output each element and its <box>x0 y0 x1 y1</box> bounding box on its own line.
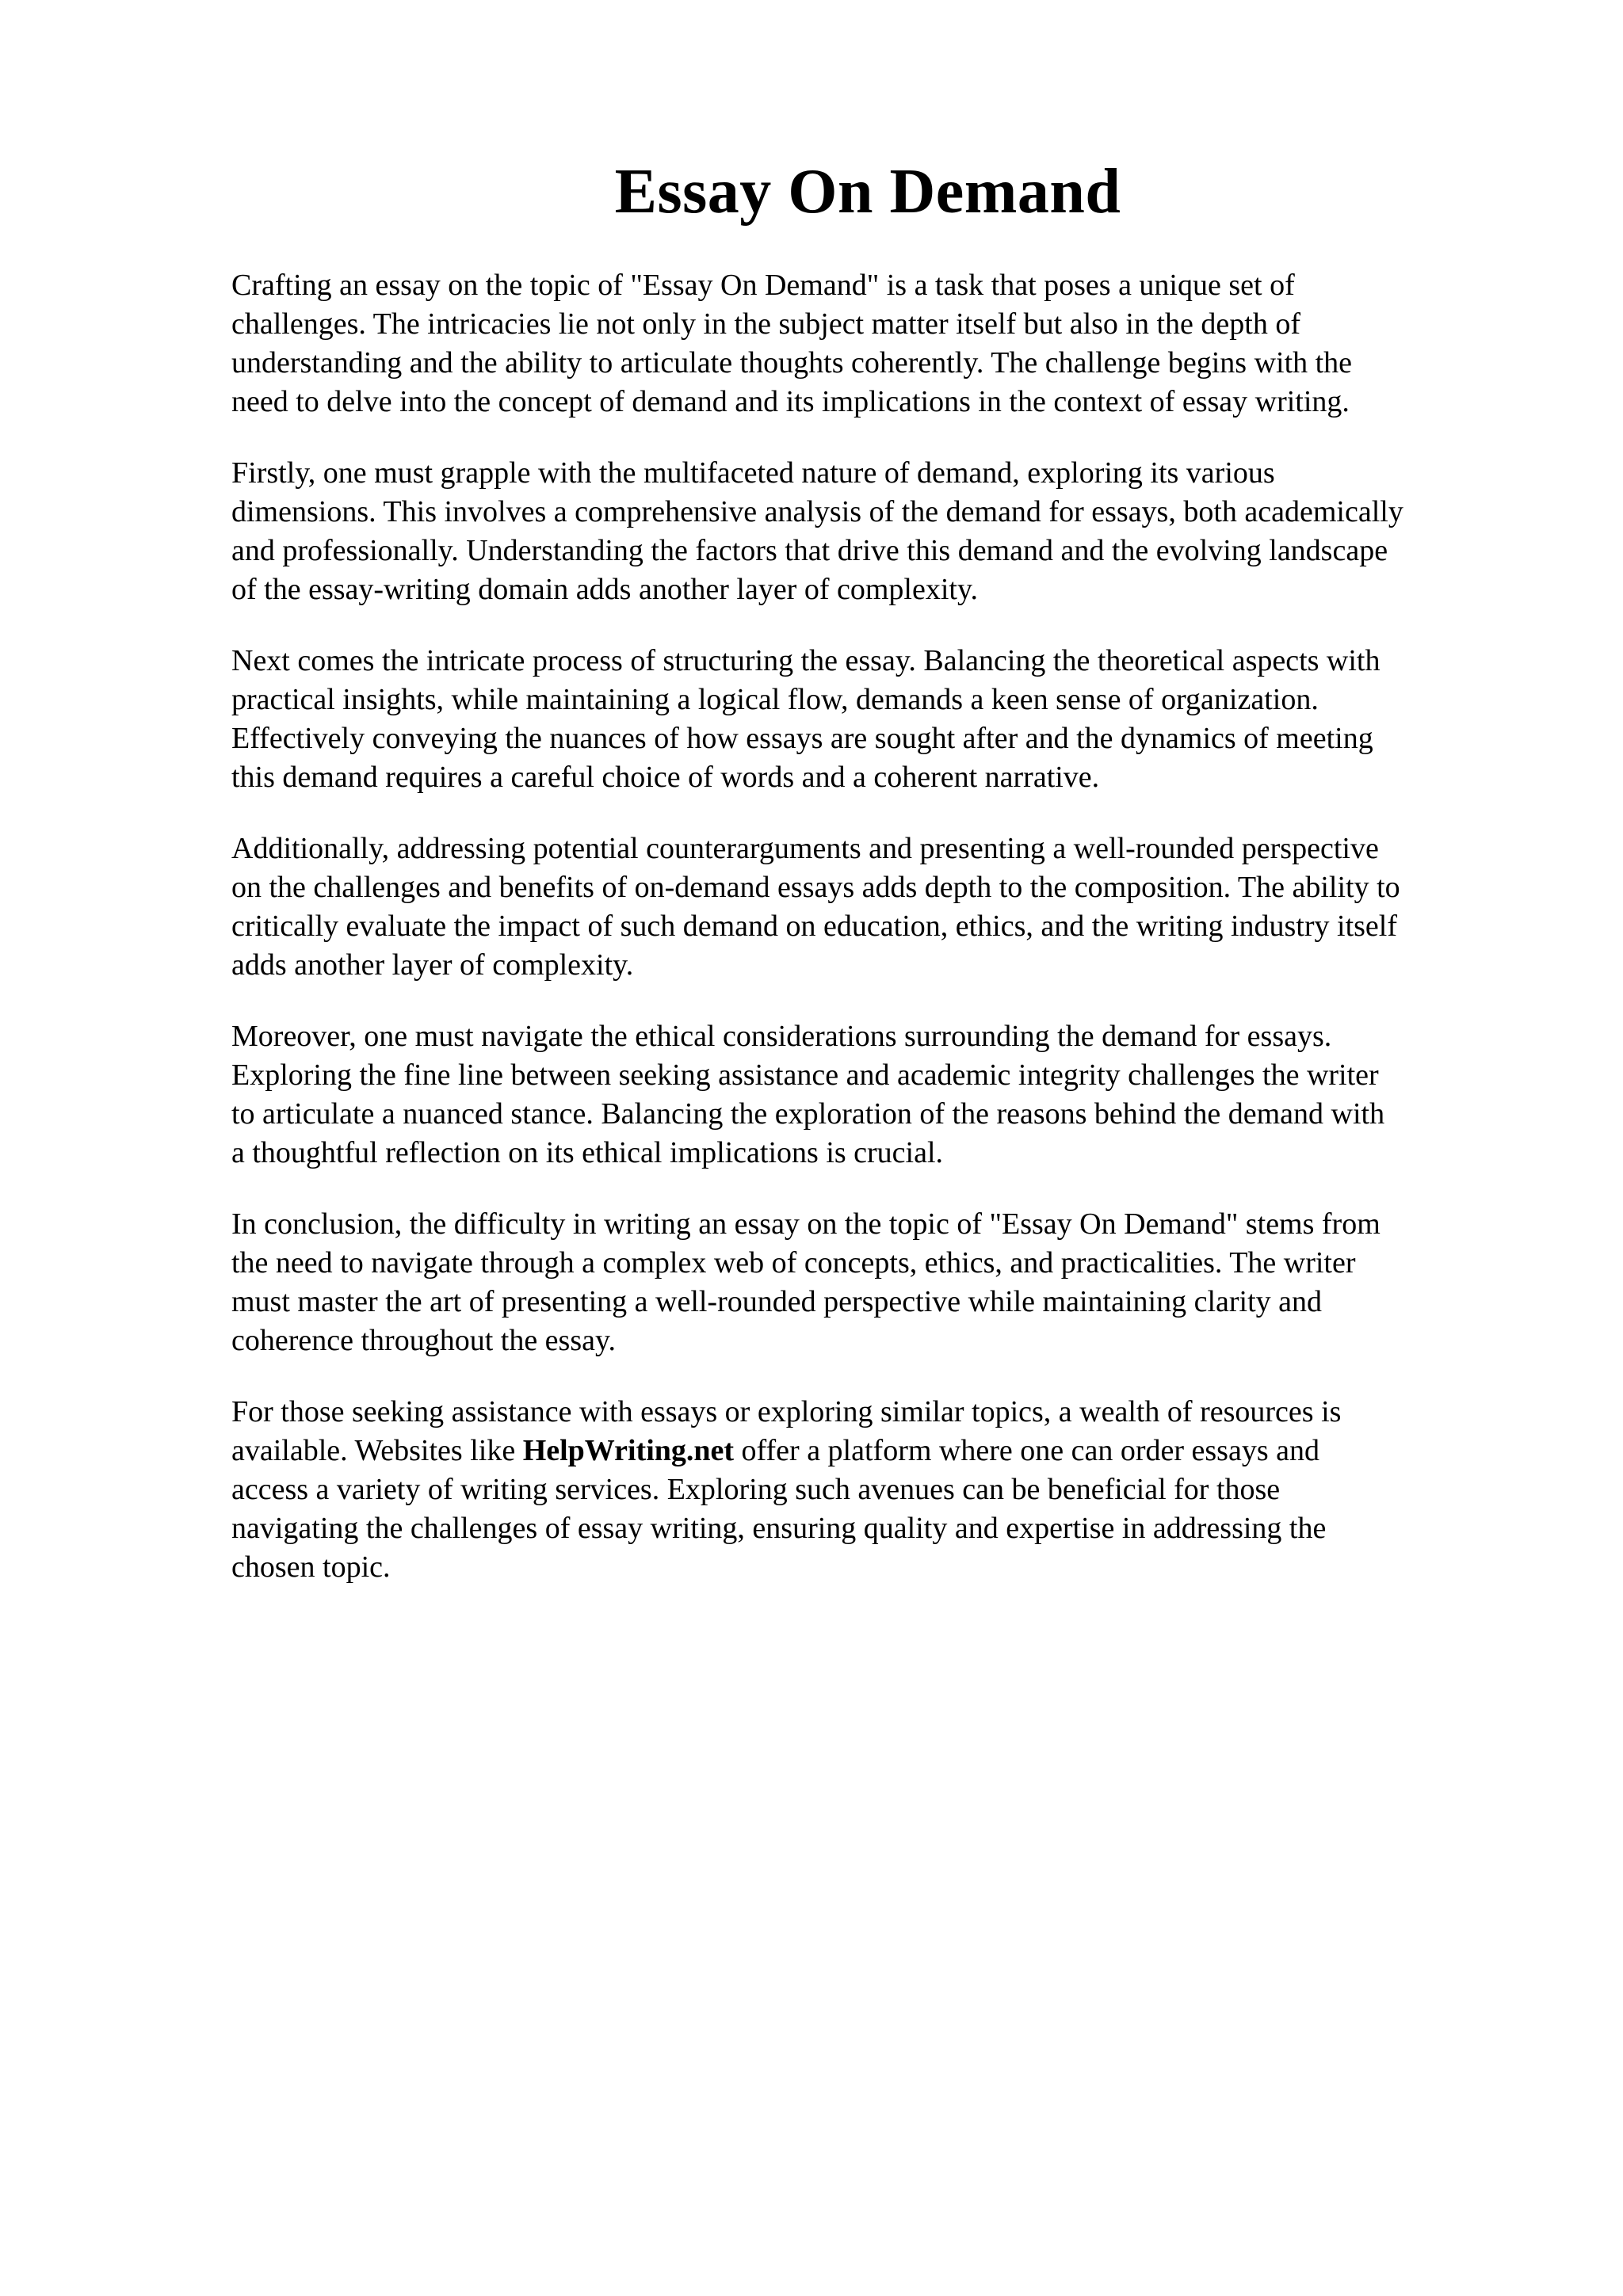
text-line: Firstly, one must grapple with the multifaceted nature of demand, exploring its various <box>231 456 1275 490</box>
essay-body <box>231 266 1555 1619</box>
text-line: Moreover, one must navigate the ethical considerations surrounding the demand for essays. <box>231 1020 1332 1053</box>
text-line: chosen topic. <box>231 1550 391 1584</box>
text-segment: offer a platform where one can order essays and <box>734 1434 1319 1467</box>
text-line: on the challenges and benefits of on-demand essays adds depth to the composition. The ability to <box>231 871 1400 904</box>
text-line: Next comes the intricate process of structuring the essay. Balancing the theoretical aspects with <box>231 644 1381 677</box>
text-line: must master the art of presenting a well-rounded perspective while maintaining clarity and <box>231 1285 1322 1318</box>
paragraph-intro <box>231 266 1555 421</box>
text-line: navigating the challenges of essay writing, ensuring quality and expertise in addressing the <box>231 1512 1327 1545</box>
text-line: a thoughtful reflection on its ethical implications is crucial. <box>231 1136 944 1169</box>
text-line: For those seeking assistance with essays or exploring similar topics, a wealth of resources is <box>231 1395 1342 1428</box>
text-line: Effectively conveying the nuances of how essays are sought after and the dynamics of meeting <box>231 722 1373 755</box>
text-line: and professionally. Understanding the factors that drive this demand and the evolving landscape <box>231 534 1388 567</box>
text-line: Exploring the fine line between seeking assistance and academic integrity challenges the writer <box>231 1058 1379 1092</box>
text-line: coherence throughout the essay. <box>231 1324 617 1357</box>
text-line-with-link <box>231 1432 1555 1470</box>
text-line: this demand requires a careful choice of words and a coherent narrative. <box>231 761 1100 794</box>
text-line: dimensions. This involves a comprehensive analysis of the demand for essays, both academically <box>231 495 1403 528</box>
paragraph-counterarguments <box>231 830 1555 985</box>
text-line: Crafting an essay on the topic of "Essay On Demand" is a task that poses a unique set of <box>231 269 1295 302</box>
text-line: challenges. The intricacies lie not only in the subject matter itself but also in the depth of <box>231 307 1300 341</box>
text-line: In conclusion, the difficulty in writing an essay on the topic of "Essay On Demand" stems from <box>231 1207 1381 1241</box>
text-segment: available. Websites like <box>231 1434 523 1467</box>
text-line: adds another layer of complexity. <box>231 948 634 982</box>
paragraph-conclusion <box>231 1205 1555 1360</box>
text-line: critically evaluate the impact of such demand on education, ethics, and the writing industry itself <box>231 910 1397 943</box>
paragraph-closing <box>231 1393 1555 1587</box>
helpwriting-link[interactable]: HelpWriting.net <box>522 1434 735 1467</box>
text-line: understanding and the ability to articulate thoughts coherently. The challenge begins with the <box>231 346 1353 379</box>
text-line: need to delve into the concept of demand and its implications in the context of essay writing. <box>231 385 1350 418</box>
page-title: Essay On Demand <box>614 157 1121 227</box>
text-line: of the essay-writing domain adds another layer of complexity. <box>231 573 978 606</box>
text-line: access a variety of writing services. Exploring such avenues can be beneficial for those <box>231 1473 1281 1506</box>
text-line: Additionally, addressing potential counterarguments and presenting a well-rounded perspective <box>231 832 1379 865</box>
paragraph-firstly <box>231 454 1555 609</box>
paragraph-ethics <box>231 1017 1555 1173</box>
text-line: to articulate a nuanced stance. Balancing the exploration of the reasons behind the demand with <box>231 1097 1385 1131</box>
text-line: the need to navigate through a complex web of concepts, ethics, and practicalities. The writer <box>231 1246 1356 1280</box>
paragraph-structuring <box>231 642 1555 797</box>
text-line: practical insights, while maintaining a logical flow, demands a keen sense of organization. <box>231 683 1319 716</box>
